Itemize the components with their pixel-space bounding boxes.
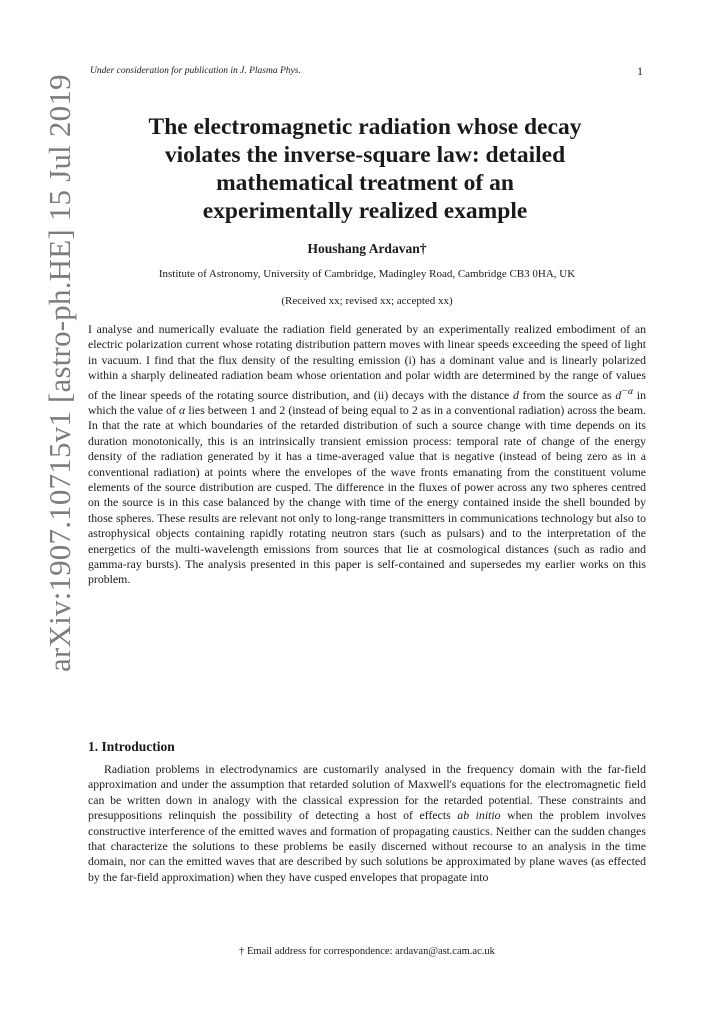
title-line: mathematical treatment of an [216,170,514,196]
intro-text: Radiation problems in electrodynamics are customarily analysed in the frequency domain with the far-field approximation and under the assumption that retarded solution of Maxwell's equations for the electromagnetic field can be written down in analogy with the classical expression for the retarded potential. These constraints and presuppositions relinquish the possibility of detecting a host of effects [88,762,646,823]
arxiv-identifier-text: arXiv:1907.10715v1 [astro-ph.HE] 15 Jul 2019 [42,74,77,672]
author-name: Houshang Ardavan† [307,241,427,256]
abstract-text: lies between 1 and 2 (instead of being equal to 2 as in a conventional radiation) across the beam. In that the rate at which boundaries of the retarded distribution of such a source change with time depends on its duration monotonically, this is an intrinsically transient emission process: temporal rate of change of the energy density of the radiation generated by it has a time-averaged value that is negative (instead of being zero as in a conventional radiation) at points where the envelopes of the wave fronts emanating from the constituent volume elements of the source distribution are cusped. The difference in the fluxes of power across any two spheres centred on the source is in this case balanced by the change with time of the energy contained inside the shell bounded by those spheres. These results are relevant not only to long-range transmitters in communications technology but also to astrophysical objects containing rapidly rotating neutron stars (such as pulsars) and to the interpretation of the energetics of the multi-wavelength emissions from sources that lie at cosmological distances (such as radio and gamma-ray bursts). The analysis presented in this paper is self-contained and supersedes my earlier works on this problem. [88,402,646,587]
intro-text: when the problem involves constructive interference of the emitted waves and formation of propagating caustics. Neither can the sudden changes that characterize the solutions to these problems be easily discerned without recourse to an analysis in the time domain, nor can the emitted waves that are described by such solutions be approximated by plane waves (as effected by the far-field approximation) when they have cusped envelopes that propagate into [88,808,647,884]
symbol-d: d [512,387,519,402]
symbol-alpha: α [179,402,186,417]
exponent-alpha: −α [621,385,634,397]
title-line: The electromagnetic radiation whose decay [148,114,582,140]
introduction-paragraph [88,762,646,885]
abstract-text: I analyse and numerically evaluate the radiation field generated by an experimentally realized embodiment of an electric polarization current whose rotating distribution pattern moves with linear speeds exceeding the speed of light in vacuum. I find that the flux density of the resulting emission (i) has a dominant value and is linearly polarized within a sharply delineated radiation beam whose orientation and polar width are determined by the range of values of the linear speeds of the rotating source distribution, and (ii) decays with the distance [88,322,646,402]
symbol-d: d [615,387,622,402]
intro-emphasis: ab initio [457,808,501,823]
section-heading: 1. Introduction [88,739,175,754]
title-line: experimentally realized example [202,198,528,224]
paper-title [80,113,650,225]
author-affiliation: Institute of Astronomy, University of Cambridge, Madingley Road, Cambridge CB3 0HA, UK [158,268,576,280]
abstract-text: from the source as [518,387,616,402]
title-line: violates the inverse-square law: detailed [164,142,566,168]
running-head: Under consideration for publication in J. Plasma Phys. [90,66,301,76]
abstract [88,322,646,588]
received-dates: (Received xx; revised xx; accepted xx) [281,295,453,307]
page-number: 1 [637,64,643,78]
footnote-email: † Email address for correspondence: ardavan@ast.cam.ac.uk [239,946,495,957]
abstract-text: in which the value of [88,387,646,417]
